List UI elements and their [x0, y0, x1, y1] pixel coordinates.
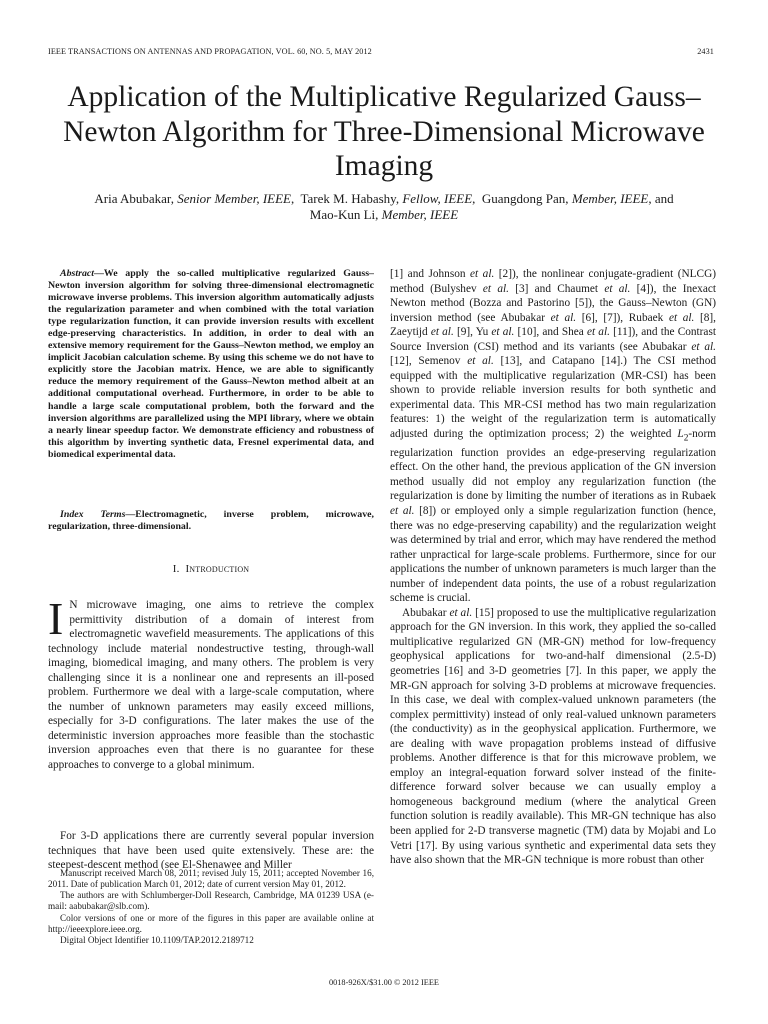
math-subscript: 2 [683, 433, 689, 444]
abstract-label: Abstract [60, 268, 95, 279]
author-role: Senior Member, IEEE [177, 191, 291, 206]
et-al: et al. [550, 311, 577, 324]
text-run: [4]), the Inexact Newton method (Bozza and Pastorino [5]), the Gauss–Newton (GN) inversion method (see Abubakar [390, 282, 716, 324]
section-title: Introduction [185, 563, 250, 575]
et-al: et al. [390, 505, 415, 517]
author-conjunction: , and [648, 191, 674, 206]
footnote-affiliation: The authors are with Schlumberger-Doll Research, Cambridge, MA 01239 USA (e-mail: aabubakar@slb.com). [48, 890, 374, 912]
et-al: et al. [491, 326, 515, 339]
et-al: et al. [604, 282, 631, 295]
index-terms-label: Index Terms [60, 509, 126, 520]
right-column [390, 267, 716, 868]
text-run: [15] proposed to use the multiplicative regularization approach for the GN inversion. In this work, they applied the so-called multiplicative regularized GN (MR-GN) method for low-frequency geophysical applications for two-and-half dimensional (2.5-D) geometries [16] and 3-D geometries [7]. In this paper, we apply the MR-GN approach for solving 3-D problems at microwave frequencies. In this case, we deal with complex-valued unknown parameters (the complex permittivity) instead of only real-valued unknown parameters (the conductivity) as in the geophysical application. Furthermore, we are dealing with wave propagation problems instead of diffusive problems. Another difference is that for this microwave problem, we employ an integral-equation forward solver instead of the finite-difference forward solver because we can usually employ a homogeneous background medium (where the analytical Green function solution is readily available). This MR-GN technique has also been applied for 2-D transverse magnetic (TM) data by Mojabi and Lo Vetri [17]. By using various synthetic and experimental data sets they have also shown that the MR-GN technique is more robust than other [390, 606, 716, 867]
text-run: -norm regularization function provides an edge-preserving regularization effect. On the other hand, the previous application of the GN inversion method usually did not employ any regularization function (the regularization is done by limiting the number of iterations as in Rubaek [390, 428, 716, 503]
footnote-doi: Digital Object Identifier 10.1109/TAP.2012.2189712 [60, 934, 254, 945]
author-role: Member, IEEE [571, 191, 649, 206]
intro-paragraph-2: For 3-D applications there are currently several popular inversion techniques that have been used quite extensively. These are: the steepest-descent method (see El-Shenawee and Miller [48, 830, 374, 872]
paper-title: Application of the Multiplicative Regularized Gauss–Newton Algorithm for Three-Dimensional Microwave Imaging [63, 81, 705, 182]
text-run: [12], Semenov [390, 355, 468, 368]
text-run: Abubakar [402, 606, 450, 619]
footnotes [48, 868, 374, 946]
text-run: [10], and Shea [514, 326, 587, 339]
footnote-manuscript: Manuscript received March 08, 2011; revised July 15, 2011; accepted November 16, 2011. Date of publication March 01, 2012; date of current version May 01, 2012. [48, 868, 374, 890]
text-run: [8]) or employed only a simple regularization function (hence, there was no edge-preserving capability) and the regularization weight was determined by trial and error, which may have rendered the method rather unpractical for large-scale problems. Furthermore, since for our applications the number of unknown parameters is much larger than the number of independent data points, the use of a robust regularization scheme is crucial. [390, 505, 716, 605]
text-run: [11]), and the Contrast Source Inversion (CSI) method and its variants (see Abubakar [390, 326, 716, 353]
et-al: et al. [449, 606, 473, 619]
right-paragraph-1 [390, 267, 716, 606]
right-paragraph-2 [390, 606, 716, 868]
abstract [48, 268, 374, 461]
author-line-2 [40, 207, 728, 223]
page-number: 2431 [697, 47, 714, 56]
text-run: [13], and Catapano [14].) The CSI method equipped with the multiplicative regularization (MR-CSI) has been shown to provide reliable inversion results for both synthetic and experimental data. This MR-CSI method has two main regularization features: 1) the weight of the regularization term is automatically adjusted during the optimization process; 2) the weighted [390, 355, 717, 441]
section-heading [48, 563, 374, 575]
footnote-color: Color versions of one or more of the figures in this paper are available online at http://ieeexplore.ieee.org. [48, 912, 374, 934]
author-role: Member, IEEE [381, 207, 459, 222]
index-terms [48, 509, 374, 533]
text-run: [1] and Johnson [390, 268, 471, 280]
section-number: I. [172, 563, 180, 575]
text-run: [8], Zaeytijd [390, 311, 717, 339]
et-al: et al. [482, 282, 509, 295]
et-al: et al. [430, 326, 454, 339]
author-name: , Tarek M. Habashy, [290, 191, 403, 206]
math-symbol: L [677, 428, 684, 441]
intro-paragraph-1 [48, 593, 374, 773]
drop-cap: I [48, 593, 64, 644]
et-al: et al. [668, 311, 695, 324]
et-al: et al. [467, 355, 494, 368]
abstract-text: We apply the so-called multiplicative regularized Gauss–Newton inversion algorithm for solving three-dimensional electromagnetic microwave inverse problems. This inversion algorithm automatically adjusts the regularization parameter and when combined with the total variation type regularization function, it can provide inversion results with excellent edge-preserving characteristics. In addition, in order to deal with an extensive memory requirement for the Gauss–Newton method, we employ an implicit Jacobian calculation scheme. By using this scheme we do not have to explicitly store the Jacobian matrix. Hence, we are able to significantly reduce the memory requirement of the Gauss–Newton method albeit at an additional computational overhead. Furthermore, in order to be able to handle a large scale computational problem, both the forward and the inversion algorithms are parallelized using the MPI library, where we obtain a nearly linear speedup factor. We demonstrate efficiency and robustness of this algorithm by inverting synthetic data, Fresnel experimental data, and biomedical experimental data. [48, 268, 374, 460]
text-run: [3] and Chaumet [508, 282, 605, 295]
text-run: [2]), the nonlinear conjugate-gradient (NLCG) method (Bulyshev [390, 268, 716, 295]
intro-text-1: N microwave imaging, one aims to retrieve the complex permittivity distribution of a domain of interest from electromagnetic wavefield measurements. The applications of this technology include material nondestructive testing, through-wall imaging, biomedical imaging, and many others. The problem is very challenging since it is a nonlinear one and represents an ill-posed problem. Furthermore we deal with a large-scale computation, where the number of unknown parameters may easily exceed millions, especially for 3-D configurations. The later makes the use of the deterministic inversion approaches more feasible than the stochastic inversion approaches even that there is no guarantee for these approaches to converge to a global minimum. [48, 599, 374, 772]
abstract-dash: — [94, 268, 104, 279]
et-al: et al. [470, 268, 495, 280]
author-name: Aria Abubakar, [94, 191, 178, 206]
text-run: [6], [7]), Rubaek [576, 311, 669, 324]
et-al: et al. [691, 340, 717, 353]
author-name: , Guangdong Pan, [472, 191, 572, 206]
index-terms-dash: — [125, 509, 136, 520]
author-list [40, 191, 728, 223]
text-run: [9], Yu [453, 326, 492, 339]
author-line-1 [40, 191, 728, 207]
et-al: et al. [586, 326, 610, 339]
copyright-footer: 0018-926X/$31.00 © 2012 IEEE [328, 978, 439, 987]
index-terms-text: Electromagnetic, inverse problem, microwave, regularization, three-dimensional. [48, 509, 374, 533]
author-name: Mao-Kun Li, [309, 207, 382, 222]
journal-header: IEEE TRANSACTIONS ON ANTENNAS AND PROPAGATION, VOL. 60, NO. 5, MAY 2012 [48, 47, 372, 56]
author-role: Fellow, IEEE [402, 191, 473, 206]
